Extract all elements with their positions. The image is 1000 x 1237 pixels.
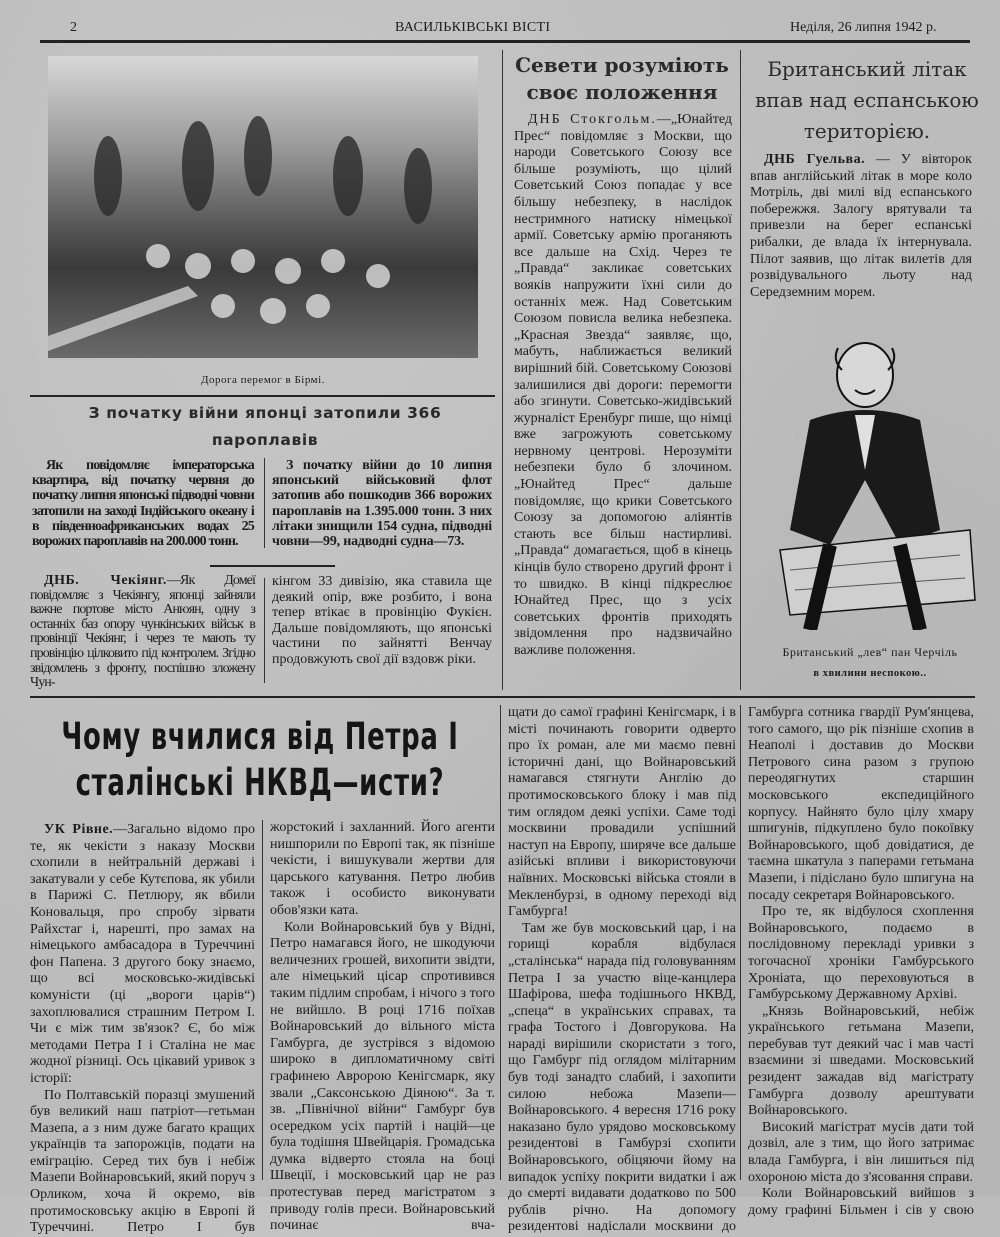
japan-ships-col2 bbox=[272, 458, 492, 549]
paragraph: Як повідомляє імператорська квартира, від початку червня до початку липня японські підводні човни затопили на заході Індійського океану і в південноафриканських водах 25 ворожих пароплавів на 200.000 тонн. bbox=[32, 458, 254, 550]
paragraph: — У вівторок впав англійський літак в море коло Мотріль, дві милі від еспанського побережжя. Залогу врятували та привезли на берег еспанські рибалки, де влада їх інтернувала. Пілот заявив, що літак вилетів для розвідувального льоту над Середземним морем. bbox=[750, 152, 972, 300]
headline-peter bbox=[29, 714, 491, 806]
headline-line: Чому вчилися від Петра І bbox=[61, 715, 459, 758]
paragraph: Коли Войнаровський вийшов з дому графині Більмен і сів у свою bbox=[748, 1186, 974, 1218]
section-rule bbox=[210, 565, 335, 567]
paragraph: Коли Войнаровський був у Відні, Петро намагався його, не шкодуючи величезних грошей, вихопити звідти, але німецький цісар спротивився таким підлим спробам, і нічого з того не вийшло. В році 1716 поїхав Войнаровський до вільного міста Гамбурга, де зустрівся з відомою широко в дипломатичному світі графинею Авророю Кенігсмарк, яку звали „Саксонською Діяною“. За т. зв. „Північної війни“ Гамбург був осередком усіх партій і націй—це була тодішня Швейцарія. Громадська думка відверто стояла на боці Швеції, і московський цар не раз протестував перед магістратом з приводу голів преси. Войнаровський починає вча- bbox=[270, 919, 495, 1234]
japan-ships-col1 bbox=[32, 458, 254, 549]
paragraph: —„Юнайтед Прес“ повідомляє з Москви, що народи Советського Союзу все більше розуміють, що цілий Советський Союз попадає у все більшу небезпеку, в наслідок нестримного натиску німецької армії. Советську армію проганяють все дальше на Схід. Через те „Правда“ закликає советських вояків напружити їхні сили до останніх меж. Над Советським Союзом повисла велика небезпека. „Красная Звезда“ заявляє, що, мабуть, наближається великий вирішний бій. Советському Союзові залишилися дві дороги: перемогти або згинути. Советсько-жидівський журналіст Еренбург пише, що німці вже загрожують советському нервному центрові. Нерозуміти небезпеки було б злочином. „Юнайтед Прес“ дальше повідомляє, що крики Советського Союзу за допомогою аліянтів стають все більш настирливі. „Правда“ домагається, щоб в кінець кінців було створено другий фронт і то швидко. В кінці підкреслює Юнайтед Прес, що з усіх советських фронтів приходять звідомлення про надзвичайно важливе положення. bbox=[514, 112, 732, 658]
column-divider bbox=[502, 50, 503, 690]
photo-image bbox=[48, 56, 478, 358]
cartoon-caption-line1: Британський „лев“ пан Черчіль bbox=[782, 645, 958, 659]
column-divider bbox=[740, 50, 741, 690]
newspaper-title: ВАСИЛЬКІВСЬКІ ВІСТІ bbox=[395, 20, 551, 35]
column-divider bbox=[264, 578, 265, 683]
chekiang-col1 bbox=[30, 574, 255, 691]
paragraph: По Полтавській поразці змушений був великий наш патріот—гетьман Мазепа, а з ним дуже багато кращих українців та запорожців, подати на еміграцію. Серед тих був і небіж Мазепи Войнаровський, який поруч з Орликом, хоча й окремо, вів протимосковську акцію в Европі й Туреччині. Петро І був bbox=[30, 1087, 255, 1236]
dateline: УК Рівне. bbox=[44, 822, 114, 837]
issue-date: Неділя, 26 липня 1942 р. bbox=[790, 20, 937, 35]
column-divider bbox=[262, 820, 263, 1180]
paragraph: —Як Домеї повідомляє з Чекіянгу, японці зайняли важне портове місто Анюян, одну з останніх баз опору чункінських військ в провінції Чекіянг, і через те мають ту провінцію цілковито під контролем. Згідно звідомлень з фронту, поспішно зложену Чун- bbox=[30, 573, 255, 691]
peter-col1 bbox=[30, 822, 255, 1237]
burma-photo bbox=[48, 56, 478, 358]
headline-line: впав над еспанською bbox=[755, 88, 979, 112]
section-rule bbox=[30, 395, 495, 397]
peter-col4 bbox=[748, 705, 974, 1219]
paragraph: З початку війни до 10 липня японський військовий флот затопив або пошкодив 366 ворожих пароплавів на 1.395.000 тонн. З них літаки знищили 154 судна, підводні човни—99, надводні судна—73. bbox=[272, 458, 492, 550]
headline-line: сталінські НКВД—исти? bbox=[75, 761, 445, 804]
column-divider bbox=[740, 705, 741, 1180]
headline-line: Севети розуміють bbox=[515, 53, 729, 77]
photo-caption: Дорога перемог в Бірмі. bbox=[201, 374, 325, 386]
paragraph: щати до самої графині Кенігсмарк, і в місті починають говорити одверто про їх роман, але ми маємо певні історичні дані, що Войнаровський намагався стягнути Англію до протимосковського блоку і мав під тим оглядом деякі успіхи. Саме тоді москвини провадили успішний наступ на Европу, ширяче все дальше азійські впливи і використовуючи наївних. Московські війська стояли в Мекленбурзі, в одному переході від Гамбурга! bbox=[508, 705, 736, 920]
paragraph: жорстокий і захланний. Його агенти нишпорили по Европі так, як пізніше чекісти, і вишукували жертви для царського катування. Петро любив також і особисто виконувати обов'язки ката. bbox=[270, 820, 495, 918]
section-rule bbox=[30, 696, 975, 698]
headline-japan-ships: З початку війни японці затопили 366 пароплавів bbox=[88, 404, 442, 449]
churchill-cartoon bbox=[770, 330, 980, 630]
paragraph: кінгом 33 дивізію, яка ставила ще деякий опір, вже розбито, і вона тепер втікає в провінцію Фукієн. Дальше повідомляють, що японські частини по зайнятті Венчау продовжують свої дії вздовж ріки. bbox=[272, 574, 492, 667]
chekiang-col2 bbox=[272, 574, 492, 668]
cartoon-caption-line2: в хвилини неспокою.. bbox=[813, 668, 927, 679]
british-plane-body bbox=[750, 152, 972, 301]
headline-line: територією. bbox=[803, 119, 931, 143]
headline-line: Британський літак bbox=[767, 57, 967, 81]
masthead-rule bbox=[40, 40, 970, 43]
page-number: 2 bbox=[70, 20, 77, 35]
peter-col2 bbox=[270, 820, 495, 1235]
dateline: ДНБ Стокгольм. bbox=[528, 112, 657, 127]
headline-line: своє положення bbox=[526, 80, 718, 104]
paragraph: Гамбурга сотника гвардії Рум'янцева, того самого, що рік пізніше схопив в Неаполі і доставив до Москви Петрового сина разом з групою переодягнутих старшин московського експедиційного корпусу. Найнято було цілу хмару шпигунів, підкуплено було покоївку Войнаровського, щоб довідатися, де таємна шкатула з паперами гетьмана Мазепи, і підіслано було шпигуна на посаду секретаря Войнаровського. bbox=[748, 705, 974, 903]
paragraph: —Загально відомо про те, як чекісти з наказу Москви схопили в нейтральній державі і закатували у себе Кутєпова, як убили в Парижі С. Петлюру, як вбили Коновальця, про спробу зірвати Райхстаг і, нарешті, про замах на німецького амбасадора в Туреччині фон Папена. З другого боку знаємо, що всі московсько-жидівські комуністи (ці „вороги царів“) захоплювалися страшним Петром І. Чи є між тим зв'язок? Є, бо між методами Петра І і Сталіна не має жодної різниці. Ось цікавий уривок з історії: bbox=[30, 822, 255, 1086]
dateline: ДНБ. Чекіянг. bbox=[44, 573, 167, 588]
column-divider bbox=[500, 705, 501, 1180]
column-divider bbox=[264, 458, 265, 548]
paragraph: Високий магістрат мусів дати той дозвіл, але з тим, що його затримає влада Гамбурга, і він лишиться під охороною міста до з'ясовання справи. bbox=[748, 1119, 974, 1185]
paragraph: „Князь Войнаровський, небіж українського гетьмана Мазепи, перебував тут деякий час і мав часті взаємини зі шведами. Московський резидент зажадав від магістрату Гамбурга дозволу арештувати Войнаровського. bbox=[748, 1003, 974, 1119]
headline-british-plane bbox=[747, 54, 987, 147]
cartoon-image bbox=[770, 330, 980, 630]
paragraph: Там же був московський цар, і на горищі корабля відбулася „сталінська“ нарада під головуванням Петра І за участю віце-канцлера Шафірова, шефа тодішнього НКВД, „спеца“ в українських справах, та графа Тостого і Довгорукова. На нараді вирішили скористати з того, що Гамбург під оглядом мілітарним був тоді занадто слабий, і захопити силою небожа Мазепи—Войнаровського. 4 вересня 1716 року наказано було урядово московському резидентові в Гамбурзі схопити Войнаровського, обіцяючи йому на випадок успіху покрити видатки і аж до смерті видавати додатково по 500 рублів річно. На допомогу резидентові надіслали москвини до bbox=[508, 920, 736, 1235]
headline-soviets bbox=[507, 52, 737, 106]
soviets-body bbox=[514, 112, 732, 660]
dateline: ДНБ Гуельва. bbox=[764, 152, 866, 167]
peter-col3 bbox=[508, 705, 736, 1236]
paragraph: Про те, як відбулося схоплення Войнаровського, подаємо в послідовному перекладі уривки з тогочасної хроніки Гамбурського Хроніата, що переховуються в Гамбурському Державному Архіві. bbox=[748, 904, 974, 1003]
